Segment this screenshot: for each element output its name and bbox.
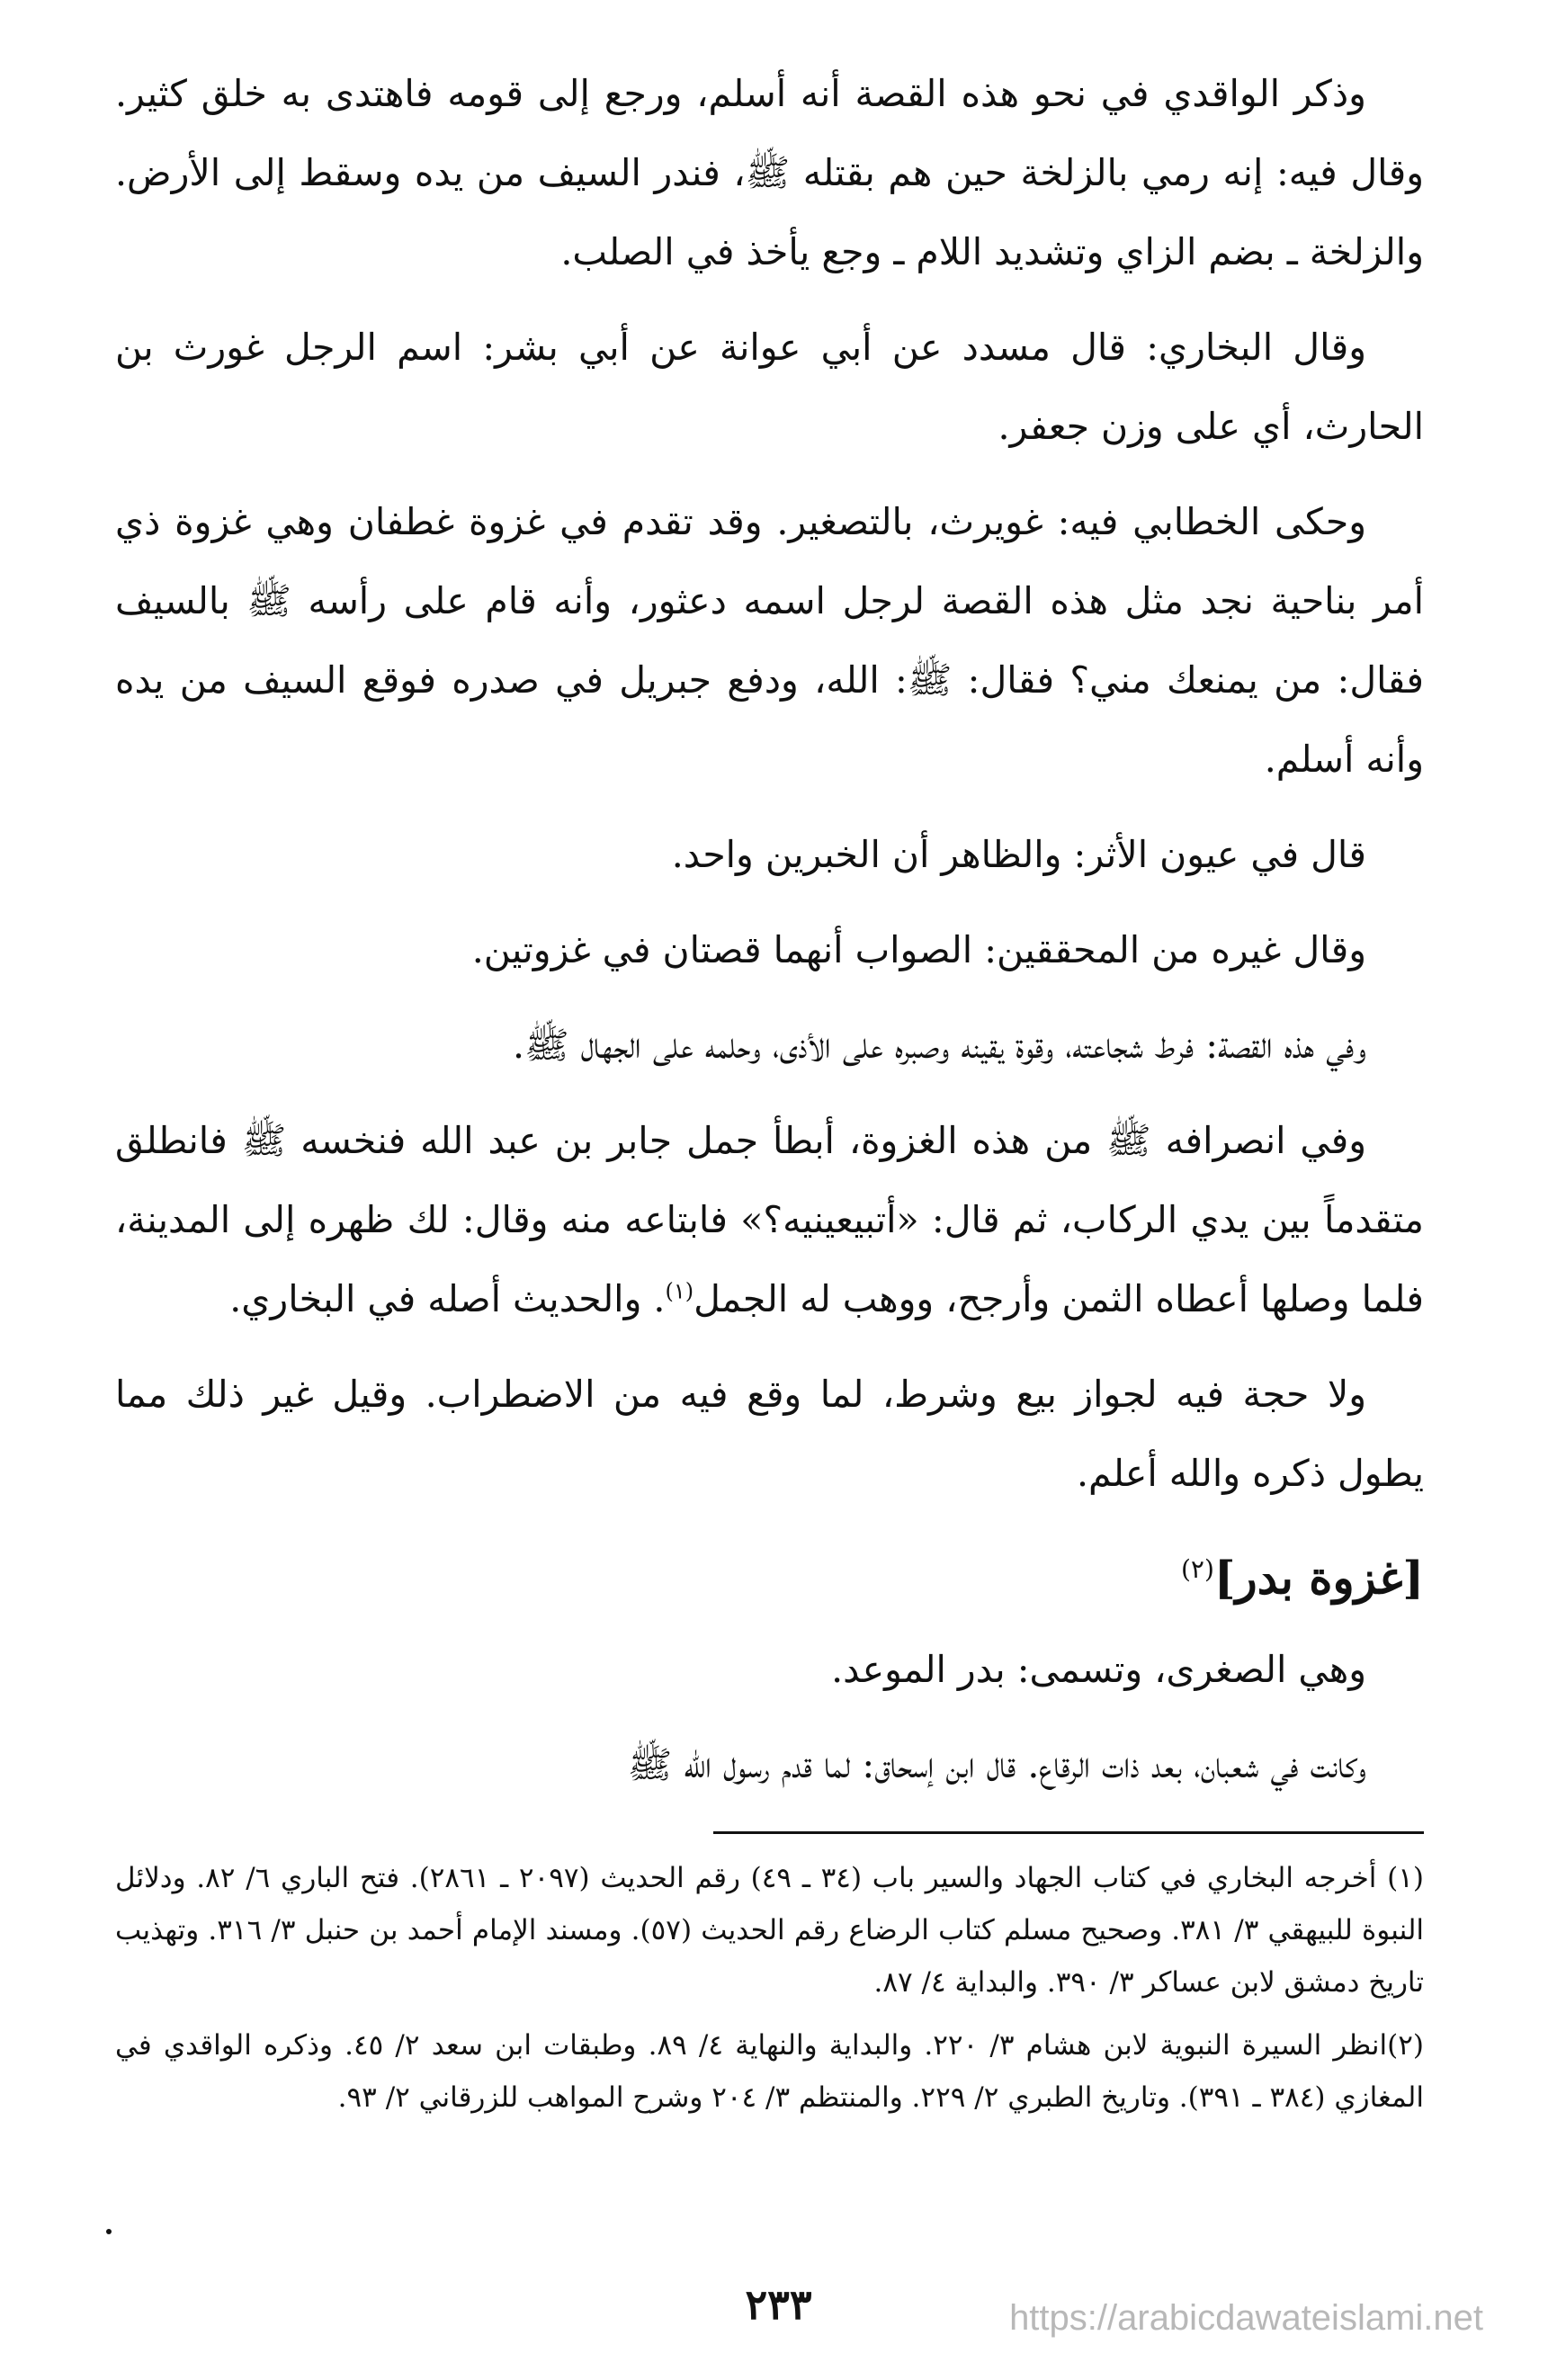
jabir-text: وفي انصرافه ﷺ من هذه الغزوة، أبطأ جمل جابر بن عبد الله فنخسه ﷺ فانطلق متقدماً بين يدي الركاب، ثم قال: «أتبيعينيه؟» فابتاعه منه وقال: لك ظهره إلى المدينة، فلما وصلها أعطاه الثمن وأرجح، ووهب له الجمل xyxy=(115,1119,1424,1320)
footnote-1: (١) أخرجه البخاري في كتاب الجهاد والسير باب (٣٤ ـ ٤٩) رقم الحديث (٢٠٩٧ ـ ٢٨٦١). فتح الباري ٦/ ٨٢. ودلائل النبوة للبيهقي ٣/ ٣٨١. وصحيح مسلم كتاب الرضاع رقم الحديث (٥٧). ومسند الإمام أحمد بن حنبل ٣/ ٣١٦. وتهذيب تاريخ دمشق لابن عساكر ٣/ ٣٩٠. والبداية ٤/ ٨٧. xyxy=(115,1861,1425,1999)
footnote-separator xyxy=(713,1831,1424,1834)
paragraph-shaban: وكانت في شعبان، بعد ذات الرقاع. قال ابن إسحاق: لما قدم رسول الله ﷺ xyxy=(627,1742,1366,1786)
watermark-url: https://arabicdawateislami.net xyxy=(1009,2298,1483,2338)
paragraph-lessons: وفي هذه القصة: فرط شجاعته، وقوة يقينه وصبره على الأذى، وحلمه على الجهال ﷺ. xyxy=(513,1024,1366,1067)
paragraph-no-proof: ولا حجة فيه لجواز بيع وشرط، لما وقع فيه من الاضطراب. وقيل غير ذلك مما يطول ذكره والله أعلم. xyxy=(115,1373,1424,1495)
paragraph-waqidi: وذكر الواقدي في نحو هذه القصة أنه أسلم، ورجع إلى قومه فاهتدى به خلق كثير. وقال فيه: إنه رمي بالزلخة حين هم بقتله ﷺ، فندر السيف من يده وسقط إلى الأرض. والزلخة ـ بضم الزاي وتشديد اللام ـ وجع يأخذ في الصلب. xyxy=(115,72,1424,273)
footnote-ref-1: (١) xyxy=(665,1278,694,1304)
stray-dot xyxy=(106,2229,112,2234)
footnote-ref-2: (٢) xyxy=(1180,1554,1214,1584)
page-body xyxy=(115,54,1424,2134)
footnote-2: (٢)انظر السيرة النبوية لابن هشام ٣/ ٢٢٠. والبداية والنهاية ٤/ ٨٩. وطبقات ابن سعد ٢/ ٤٥. وذكره الواقدي في المغازي (٣٨٤ ـ ٣٩١). وتاريخ الطبري ٢/ ٢٢٩. والمنتظم ٣/ ٢٠٤ وشرح المواهب للزرقاني ٢/ ٩٣. xyxy=(115,2028,1424,2114)
paragraph-khattabi: وحكى الخطابي فيه: غويرث، بالتصغير. وقد تقدم في غزوة غطفان وهي غزوة ذي أمر بناحية نجد مثل هذه القصة لرجل اسمه دعثور، وأنه قام على رأسه ﷺ بالسيف فقال: من يمنعك مني؟ فقال: ﷺ: الله، ودفع جبريل في صدره فوقع السيف من يده وأنه أسلم. xyxy=(115,500,1424,781)
heading-text: [غزوة بدر] xyxy=(1213,1551,1424,1605)
jabir-text-end: . والحديث أصله في البخاري. xyxy=(229,1277,666,1320)
paragraph-bukhari: وقال البخاري: قال مسدد عن أبي عوانة عن أبي بشر: اسم الرجل غورث بن الحارث، أي على وزن جعفر. xyxy=(115,326,1424,448)
paragraph-badr-sughra: وهي الصغرى، وتسمى: بدر الموعد. xyxy=(831,1647,1366,1691)
paragraph-muhaqqiqin: وقال غيره من المحققين: الصواب أنهما قصتان في غزوتين. xyxy=(471,928,1366,971)
section-heading xyxy=(115,1529,1424,1619)
page-number: ٢٣٣ xyxy=(745,2280,812,2329)
paragraph-uyun-al-athar: قال في عيون الأثر: والظاهر أن الخبرين واحد. xyxy=(671,833,1366,876)
paragraph-jabir xyxy=(115,1101,1424,1338)
